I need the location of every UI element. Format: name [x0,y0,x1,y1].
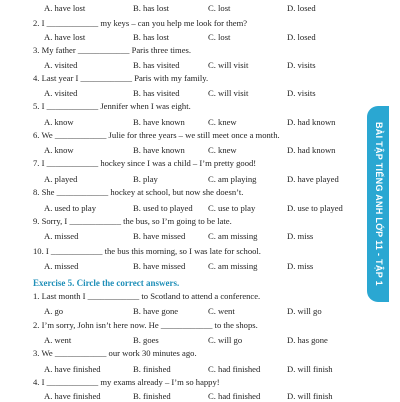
option-d: D. losed [287,32,316,42]
option-b: B. play [133,174,158,184]
option-a: A. have lost [44,3,86,13]
option-c: C. had finished [208,364,261,374]
options-row [44,32,364,43]
question: 3. We ____________ our work 30 minutes ago. [33,348,197,358]
question: 4. Last year I ____________ Paris with my family. [33,73,209,83]
question: 8. She ____________ hockey at school, but now she doesn’t. [33,187,244,197]
option-b: B. have missed [133,231,186,241]
options-row [44,203,364,214]
option-c: C. lost [208,3,231,13]
option-a: A. know [44,145,74,155]
option-a: A. know [44,117,74,127]
option-a: A. visited [44,60,78,70]
option-d: D. use to played [287,203,343,213]
option-b: B. have known [133,145,185,155]
options-row [44,391,364,402]
question: 7. I ____________ hockey since I was a child – I’m pretty good! [33,158,257,168]
option-d: D. had known [287,145,336,155]
options-row [44,60,364,71]
option-b: B. finished [133,391,171,401]
option-b: B. have known [133,117,185,127]
question: 5. I ____________ Jennifer when I was eight. [33,101,191,111]
options-row [44,306,364,317]
question: 10. I ____________ the bus this morning, so I was late for school. [33,246,261,256]
option-c: C. am playing [208,174,257,184]
option-b: B. have gone [133,306,179,316]
option-b: B. has visited [133,88,180,98]
options-row [44,117,364,128]
option-a: A. used to play [44,203,97,213]
question: 1. Last month I ____________ to Scotland to attend a conference. [33,291,261,301]
option-c: C. had finished [208,391,261,401]
option-d: D. had known [287,117,336,127]
option-c: C. lost [208,32,231,42]
question: 9. Sorry, I ____________ the bus, so I’m going to be late. [33,216,232,226]
option-d: D. will finish [287,391,333,401]
option-a: A. go [44,306,64,316]
options-row [44,231,364,242]
exercise-title: Exercise 5. Circle the correct answers. [33,278,180,288]
option-d: D. visits [287,88,316,98]
question: 4. I ____________ my exams already – I’m so happy! [33,377,220,387]
question: 2. I’m sorry, John isn’t here now. He ____________ to the shops. [33,320,258,330]
option-b: B. has lost [133,3,170,13]
option-d: D. miss [287,261,314,271]
option-d: D. will finish [287,364,333,374]
options-row [44,261,364,272]
question: 2. I ____________ my keys – can you help me look for them? [33,18,248,28]
option-a: A. have finished [44,391,101,401]
option-a: A. missed [44,261,79,271]
options-row [44,88,364,99]
option-b: B. have missed [133,261,186,271]
option-b: B. goes [133,335,159,345]
option-a: A. visited [44,88,78,98]
option-a: A. missed [44,231,79,241]
option-a: A. went [44,335,72,345]
options-row [44,145,364,156]
option-a: A. played [44,174,78,184]
option-c: C. knew [208,117,237,127]
options-row [44,3,364,14]
option-c: C. went [208,306,235,316]
option-d: D. miss [287,231,314,241]
option-c: C. use to play [208,203,256,213]
option-d: D. losed [287,3,316,13]
option-b: B. used to played [133,203,193,213]
options-row [44,174,364,185]
question: 6. We ____________ Julie for three years – we still meet once a month. [33,130,280,140]
option-c: C. will go [208,335,243,345]
option-c: C. will visit [208,88,249,98]
option-d: D. will go [287,306,322,316]
option-b: B. finished [133,364,171,374]
option-d: D. has gone [287,335,328,345]
option-c: C. am missing [208,231,258,241]
question: 3. My father ____________ Paris three times. [33,45,192,55]
options-row [44,335,364,346]
option-c: C. will visit [208,60,249,70]
option-c: C. am missing [208,261,258,271]
option-c: C. knew [208,145,237,155]
option-d: D. have played [287,174,339,184]
option-d: D. visits [287,60,316,70]
option-a: A. have lost [44,32,86,42]
options-row [44,364,364,375]
option-a: A. have finished [44,364,101,374]
side-tab-label: BÀI TẬP TIẾNG ANH LỚP 11 - TẬP 1 [374,122,384,286]
option-b: B. has visited [133,60,180,70]
option-b: B. has lost [133,32,170,42]
